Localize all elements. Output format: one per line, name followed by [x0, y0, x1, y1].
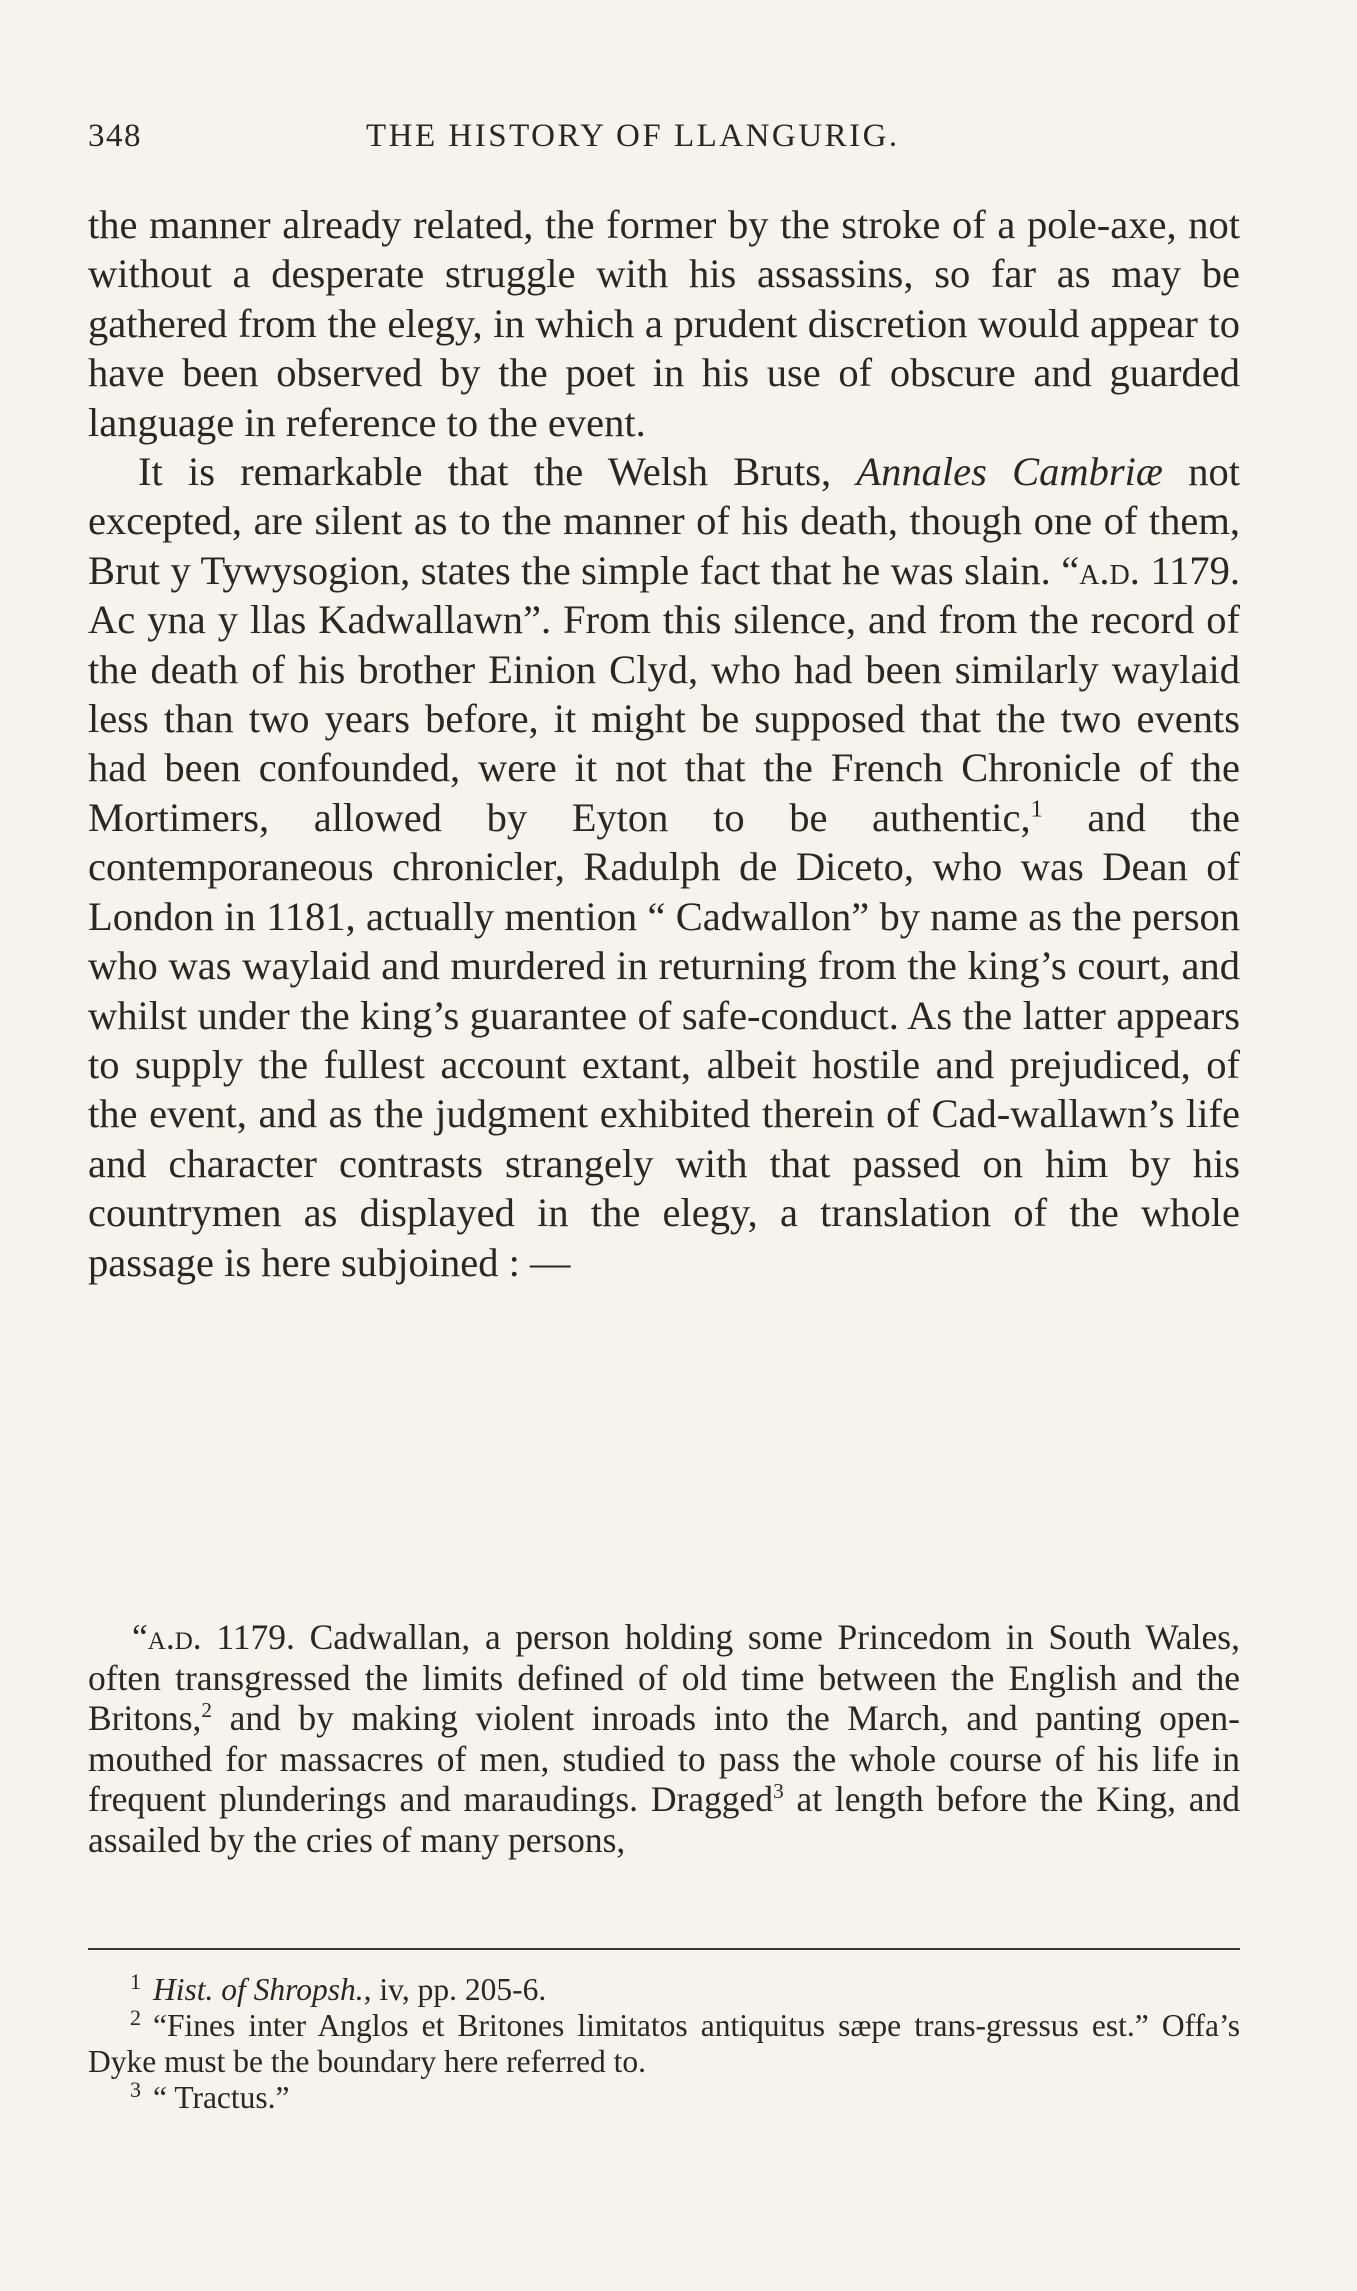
quote-part-1: 1179. Cadwallan, a person holding some Princedom in South Wales, often transgressed the limits defined of old time between the English and the Britons,	[88, 1617, 1240, 1739]
paragraph-2-part-3: 1179. Ac yna y llas Kadwallawn”. From this silence, and from the record of the death of his brother Einion Clyd, who had been similarly waylaid less than two years before, it might be supposed that the two events had been confounded, were it not that the French Chronicle of the Mortimers, allowed by Eyton to be authentic,	[88, 547, 1241, 840]
paragraph-1: the manner already related, the former by the stroke of a pole-axe, not without a desperate struggle with his assassins, so far as may be gathered from the elegy, in which a prudent discretion would appear to have been observed by the poet in his use of obscure and guarded language in reference to the event.	[88, 202, 1240, 445]
anno-domini: a.d.	[1079, 547, 1140, 593]
paragraph-2-part-4: and the contemporaneous chronicler, Radulph de Diceto, who was Dean of London in 1181, actually mention “ Cadwallon” by name as the person who was waylaid and murdered in returning from the king’s court, and whilst under the king’s guarantee of safe-conduct. As the latter appears to supply the fullest account extant, albeit hostile and prejudiced, of the event, and as the judgment exhibited therein of Cad-wallawn’s life and character contrasts strangely with that passed on him by his countrymen as displayed in the elegy, a translation of the whole passage is here subjoined : —	[88, 794, 1240, 1285]
running-head	[88, 118, 1240, 166]
footnote-2-mark: 2	[130, 2004, 142, 2030]
footnote-ref-3: 3	[773, 1779, 784, 1804]
block-quote	[88, 1617, 1240, 1861]
quote-anno-domini: a.d.	[147, 1617, 202, 1657]
page-number: 348	[88, 118, 142, 154]
body-text	[88, 200, 1240, 1287]
footnote-3-text: “ Tractus.”	[153, 2080, 290, 2115]
annales-cambriae-title: Annales Cambriæ	[856, 449, 1163, 495]
book-page	[88, 0, 1240, 2291]
quote-part-2: and by making violent inroads into the March, and panting open-mouthed for massacres of men, studied to pass the whole course of his life in frequent plunderings and maraudings. Dragged	[88, 1698, 1240, 1820]
footnote-3-mark: 3	[130, 2076, 142, 2102]
footnote-ref-1: 1	[1030, 795, 1043, 823]
footnote-1-text: , iv, pp. 205-6.	[363, 1972, 547, 2007]
paragraph-2-part-1: It is remarkable that the Welsh Bruts,	[138, 449, 857, 495]
quote-part-3: at length before the King, and assailed by the cries of many persons,	[88, 1779, 1241, 1860]
footnote-1-mark: 1	[130, 1968, 142, 1994]
footnote-1-title: Hist. of Shropsh.	[153, 1972, 364, 2007]
paragraph-2	[88, 447, 1240, 1287]
footnote-2	[88, 2004, 1240, 2080]
footnotes	[88, 1968, 1240, 2116]
footnote-ref-2: 2	[201, 1698, 213, 1723]
quote-open-mark: “	[132, 1617, 148, 1657]
footnote-rule	[88, 1948, 1240, 1950]
paragraph-2-part-2: not excepted, are silent as to the manner of his death, though one of them, Brut y Tywysogion, states the simple fact that he was slain. “	[88, 449, 1240, 593]
footnote-1	[88, 1968, 1240, 2008]
footnote-3	[88, 2076, 1240, 2116]
running-title: THE HISTORY OF LLANGURIG.	[366, 118, 900, 154]
quote-paragraph	[88, 1617, 1240, 1861]
footnote-2-text: “Fines inter Anglos et Britones limitatos antiquitus sæpe trans-gressus est.” Offa’s Dyke must be the boundary here referred to.	[88, 2008, 1240, 2079]
